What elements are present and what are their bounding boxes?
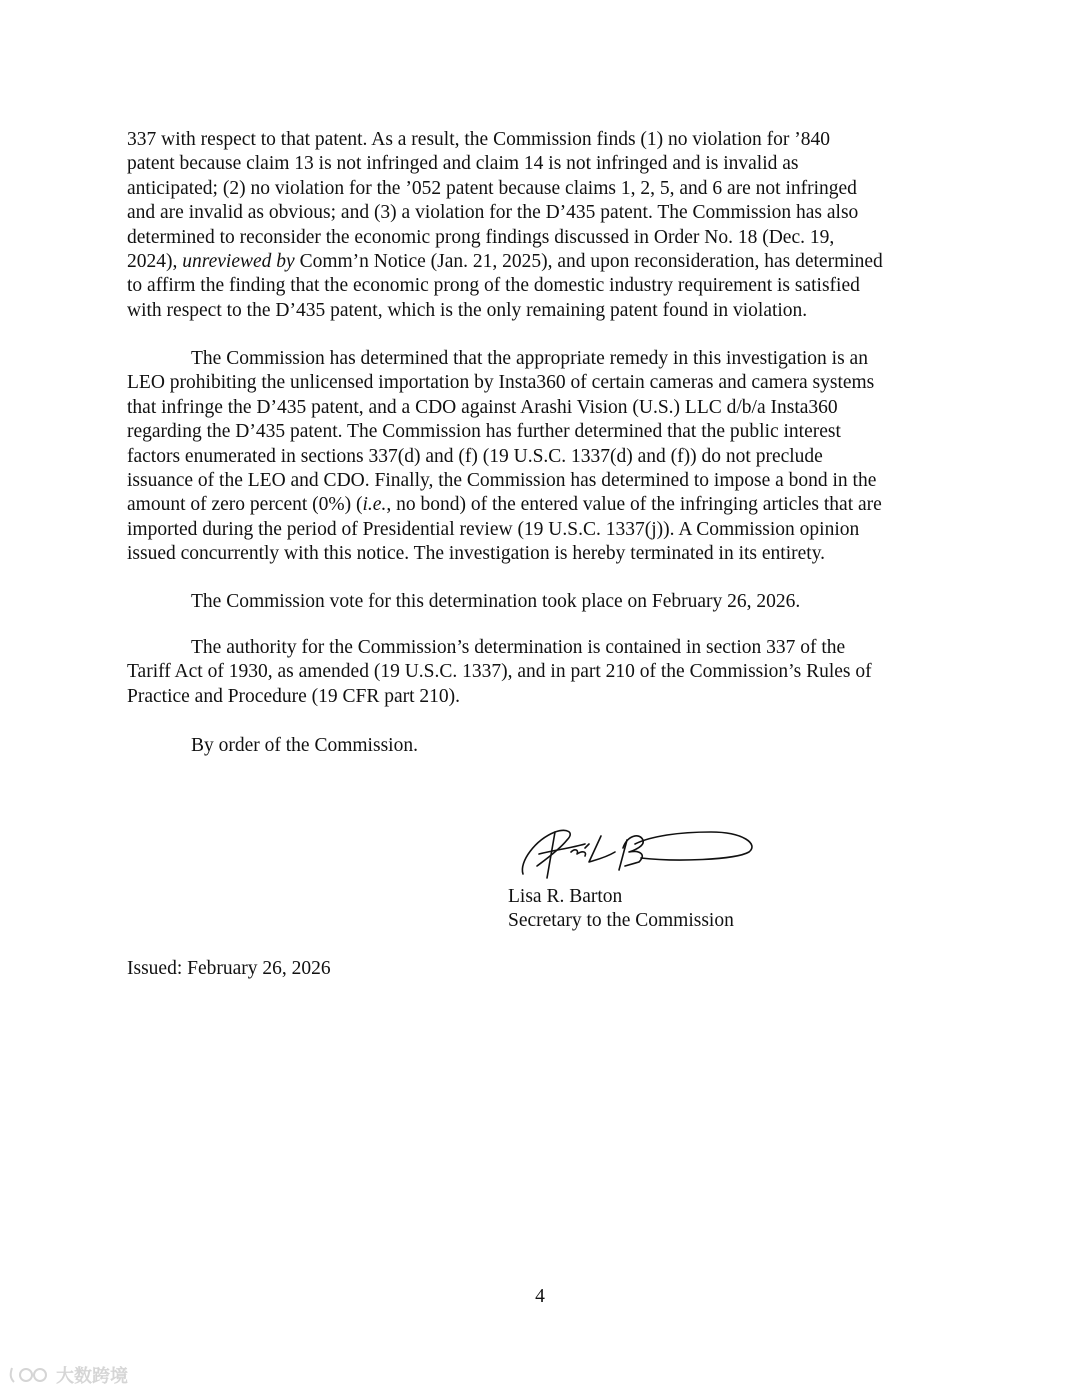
text-segment: , no bond) of the entered value of the infringing articles that are [386,494,882,516]
page-number: 4 [535,1286,545,1307]
paragraph-findings [127,128,957,323]
text-line: determined to reconsider the economic prong findings discussed in Order No. 18 (Dec. 19, [127,226,835,248]
italic-citation: unreviewed by [182,251,295,273]
watermark [8,1362,128,1388]
text-line: patent because claim 13 is not infringed and claim 14 is not infringed and is invalid as [127,153,799,175]
text-segment: Comm’n Notice (Jan. 21, 2025), and upon reconsideration, has determined [294,251,883,273]
paragraph-remedy [127,347,957,567]
text-line: The authority for the Commission’s determination is contained in section 337 of the [191,637,846,658]
text-segment: amount of zero percent (0%) ( [127,494,363,516]
watermark-text: 大数跨境 [56,1366,128,1387]
paragraph-order [127,734,957,758]
text-segment: 2024), [127,251,183,273]
handwritten-signature [515,822,765,884]
text-line: imported during the period of Presidential review (19 U.S.C. 1337(j)). A Commission opinion [127,518,860,540]
signatory-name: Lisa R. Barton [508,886,623,907]
text-line: to affirm the finding that the economic prong of the domestic industry requirement is satisfied [127,275,860,297]
text-line [127,250,957,274]
text-line: issued concurrently with this notice. The investigation is hereby terminated in its entirety. [127,543,826,565]
paragraph-vote [127,590,957,614]
text-line: By order of the Commission. [191,735,418,756]
issued-date: Issued: February 26, 2026 [127,958,331,979]
paragraph-authority [127,636,957,709]
text-line: Tariff Act of 1930, as amended (19 U.S.C. 1337), and in part 210 of the Commission’s Rules of [127,661,872,683]
text-line: 337 with respect to that patent. As a result, the Commission finds (1) no violation for ’840 [127,129,830,150]
text-line: Practice and Procedure (19 CFR part 210). [127,685,461,707]
text-line: The Commission has determined that the appropriate remedy in this investigation is an [191,348,868,369]
text-line: factors enumerated in sections 337(d) and (f) (19 U.S.C. 1337(d) and (f)) do not preclude [127,445,823,467]
text-line: The Commission vote for this determination took place on February 26, 2026. [191,591,801,612]
signatory-title: Secretary to the Commission [508,910,734,931]
text-line: and are invalid as obvious; and (3) a violation for the D’435 patent. The Commission has also [127,202,859,224]
text-line: anticipated; (2) no violation for the ’052 patent because claims 1, 2, 5, and 6 are not infringed [127,177,857,199]
text-line: issuance of the LEO and CDO. Finally, the Commission has determined to impose a bond in the [127,470,877,492]
text-line: that infringe the D’435 patent, and a CDO against Arashi Vision (U.S.) LLC d/b/a Insta360 [127,396,838,418]
italic-ie: i.e. [362,494,387,516]
text-line: regarding the D’435 patent. The Commission has further determined that the public interest [127,421,841,443]
text-line [127,493,957,517]
text-line: LEO prohibiting the unlicensed importation by Insta360 of certain cameras and camera systems [127,372,875,394]
text-line: with respect to the D’435 patent, which is the only remaining patent found in violation. [127,299,808,321]
watermark-logo-icon [8,1364,52,1386]
